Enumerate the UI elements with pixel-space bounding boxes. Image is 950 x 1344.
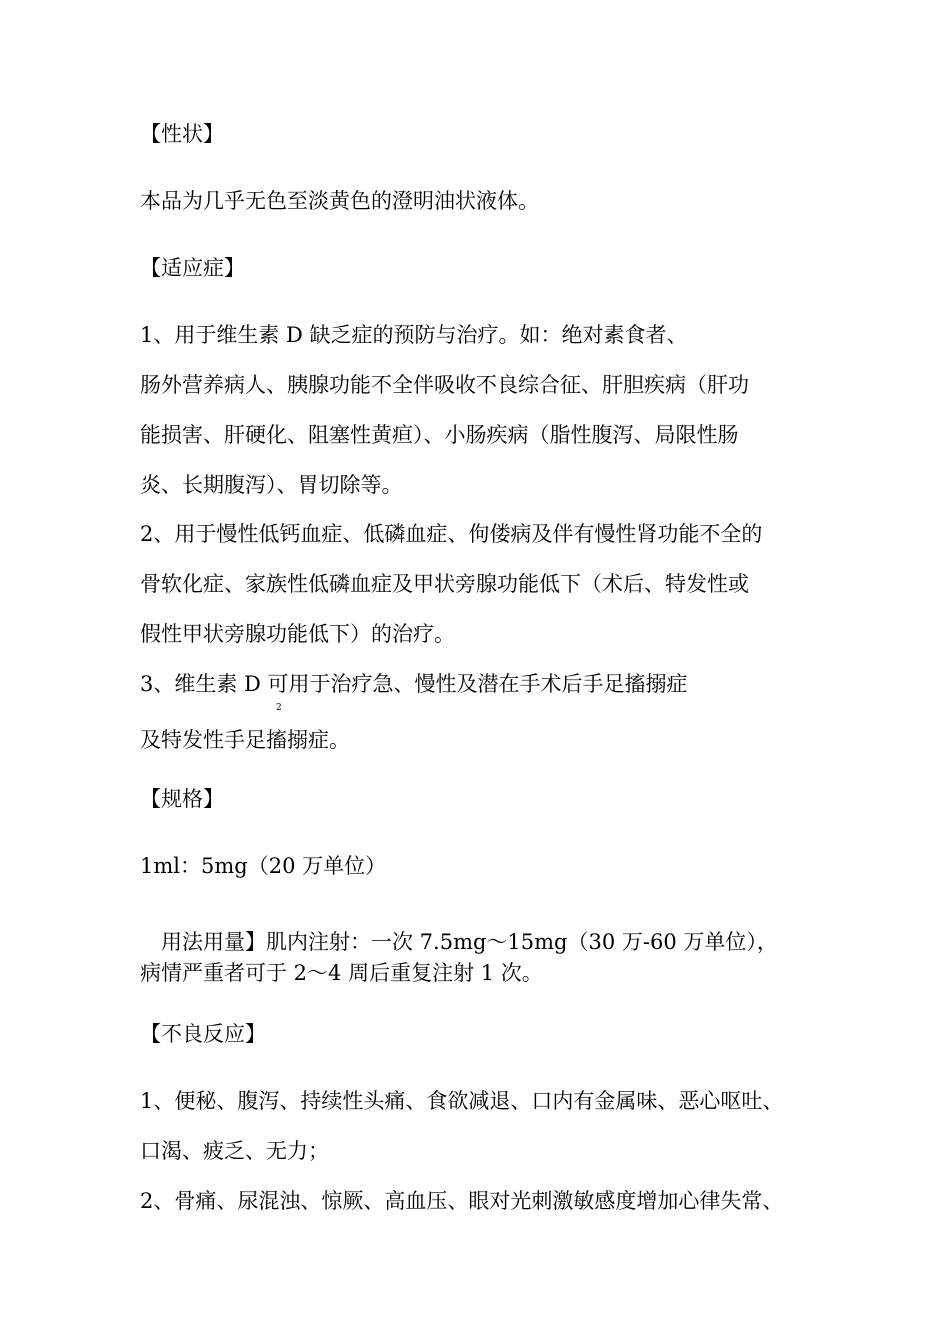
dosage-line-1: 用法用量】肌内注射：一次 7.5mg～15mg（30 万-60 万单位）， xyxy=(140,930,778,954)
indication-3-line-2: 及特发性手足搐搦症。 xyxy=(140,728,350,752)
vitamin-d-subscript: 2 xyxy=(276,703,282,713)
section-heading-indications: 【适应症】 xyxy=(140,256,245,280)
indication-1-line-1: 1、用于维生素 D 缺乏症的预防与治疗。如：绝对素食者、 xyxy=(140,323,688,347)
indication-3-line-1: 3、维生素 D 可用于治疗急、慢性及潜在手术后手足搐搦症 xyxy=(140,672,688,696)
indication-1-line-3: 能损害、肝硬化、阻塞性黄疸）、小肠疾病（脂性腹泻、局限性肠 xyxy=(140,423,739,447)
adverse-2-line-1: 2、骨痛、尿混浊、惊厥、高血压、眼对光刺激敏感度增加心律失常、 xyxy=(140,1189,784,1213)
indication-2-line-1: 2、用于慢性低钙血症、低磷血症、佝偻病及伴有慢性肾功能不全的 xyxy=(140,522,763,546)
indication-1-line-2: 肠外营养病人、胰腺功能不全伴吸收不良综合征、肝胆疾病（肝功 xyxy=(140,373,749,397)
adverse-1-line-2: 口渴、疲乏、无力； xyxy=(140,1139,329,1163)
adverse-1-line-1: 1、便秘、腹泻、持续性头痛、食欲减退、口内有金属味、恶心呕吐、 xyxy=(140,1089,784,1113)
specification-text: 1ml：5mg（20 万单位） xyxy=(140,854,387,878)
indication-1-line-4: 炎、长期腹泻）、胃切除等。 xyxy=(140,473,403,497)
section-heading-specification: 【规格】 xyxy=(140,787,224,811)
indication-2-line-2: 骨软化症、家族性低磷血症及甲状旁腺功能低下（术后、特发性或 xyxy=(140,572,749,596)
section-heading-properties: 【性状】 xyxy=(140,122,224,146)
section-heading-adverse-reactions: 【不良反应】 xyxy=(140,1022,266,1046)
dosage-line-2: 病情严重者可于 2～4 周后重复注射 1 次。 xyxy=(140,961,543,985)
indication-2-line-3: 假性甲状旁腺功能低下）的治疗。 xyxy=(140,622,455,646)
paragraph-properties: 本品为几乎无色至淡黄色的澄明油状液体。 xyxy=(140,189,539,213)
